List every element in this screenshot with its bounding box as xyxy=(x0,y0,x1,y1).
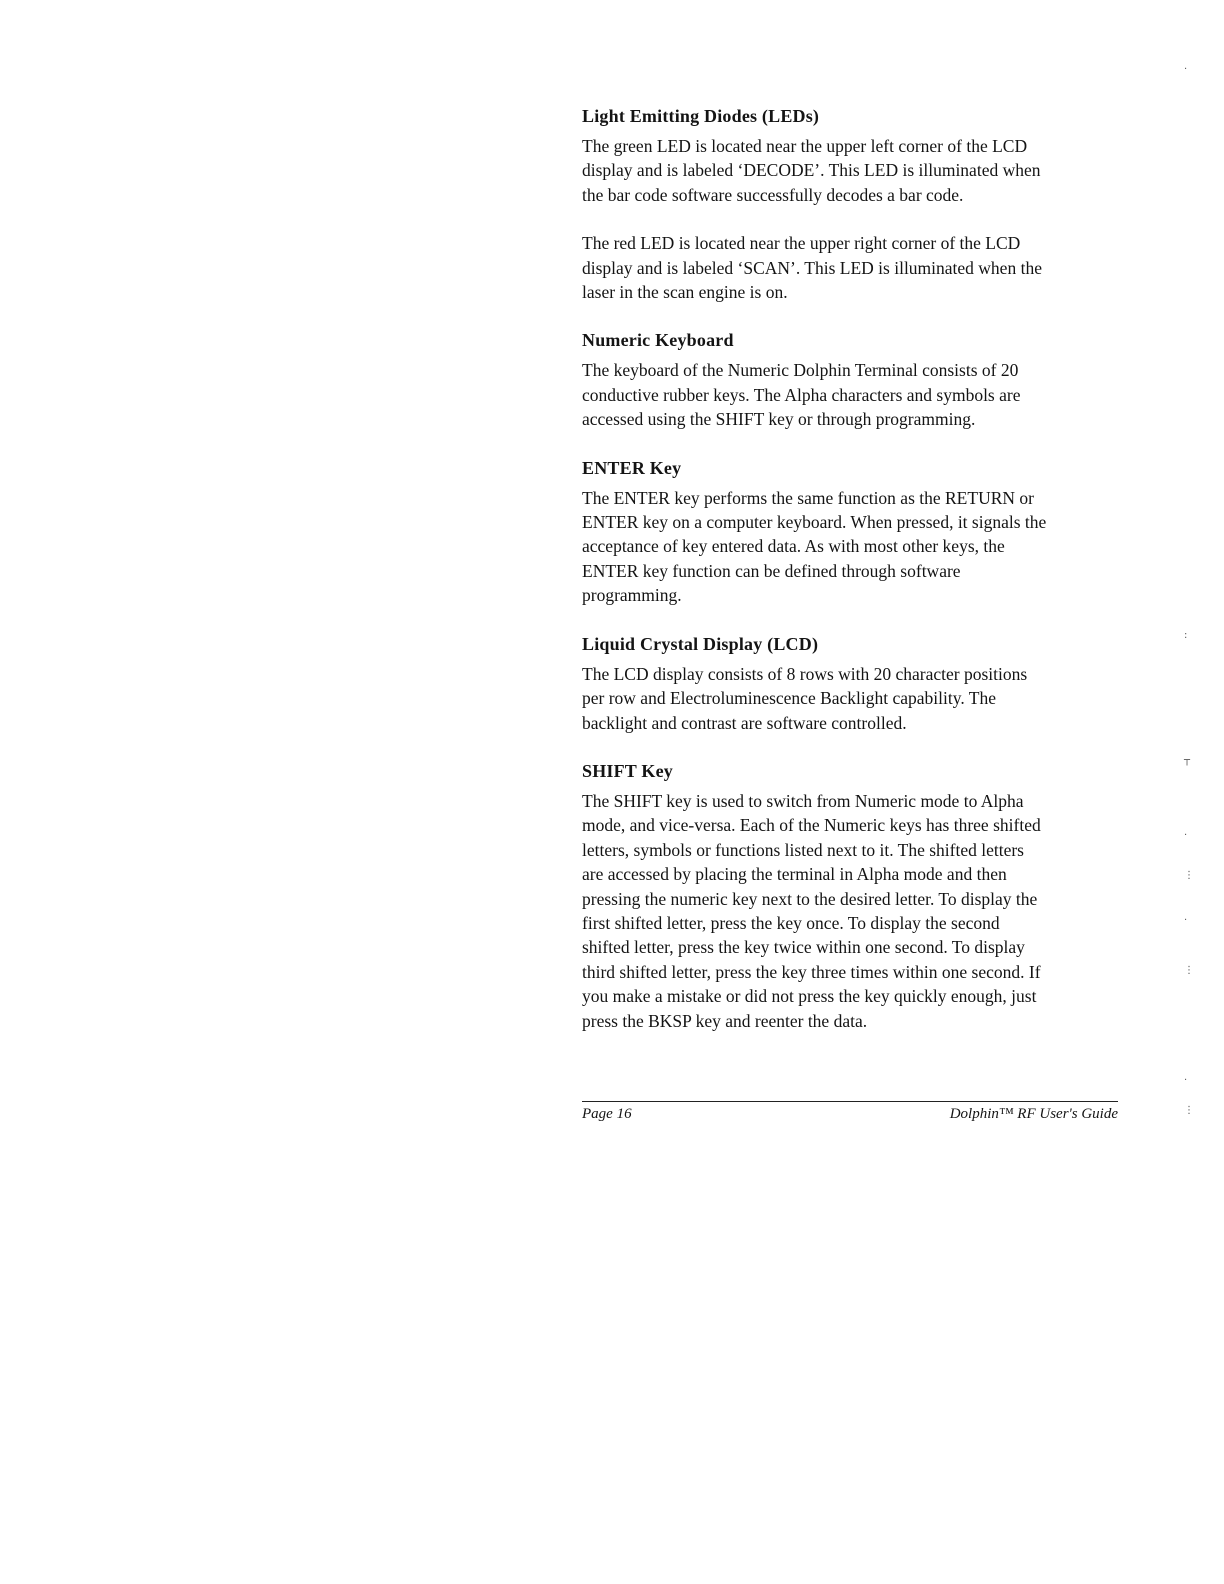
paragraph: The SHIFT key is used to switch from Numeric mode to Alpha mode, and vice-versa. Each of the Numeric keys has three shifted letters, symbols or functions listed next to it. The shifted letters are accessed by placing the terminal in Alpha mode and then pressing the numeric key next to the desired letter. To display the first shifted letter, press the key once. To display the second shifted letter, press the key twice within one second. To display third shifted letter, press the key three times within one second. If you make a mistake or did not press the key quickly enough, just press the BKSP key and reenter the data. xyxy=(582,790,1041,1031)
section-heading: ENTER Key xyxy=(582,457,682,478)
scan-speck: ⋮ xyxy=(1184,965,1194,976)
section-heading: Numeric Keyboard xyxy=(582,330,734,351)
paragraph: The green LED is located near the upper left corner of the LCD display and is labeled ‘DECODE’. This LED is illuminated when the bar code software successfully decodes a bar code. xyxy=(582,136,1041,205)
scan-speck: ┬ xyxy=(1184,755,1191,766)
scan-speck: ⋮ xyxy=(1184,870,1194,881)
paragraph: The red LED is located near the upper right corner of the LCD display and is labeled ‘SCAN’. This LED is illuminated when the laser in the scan engine is on. xyxy=(582,233,1042,303)
section-numeric-keyboard xyxy=(582,328,1122,431)
section-lcd xyxy=(582,632,1122,735)
section-heading: Light Emitting Diodes (LEDs) xyxy=(582,106,820,126)
scan-speck: : xyxy=(1184,630,1188,641)
main-content xyxy=(582,104,1122,1033)
section-leds xyxy=(582,104,1122,304)
scan-specks xyxy=(1176,60,1206,1180)
paragraph: The keyboard of the Numeric Dolphin Terminal consists of 20 conductive rubber keys. The Alpha characters and symbols are accessed using the SHIFT key or through programming. xyxy=(582,360,1021,430)
section-shift-key xyxy=(582,759,1122,1033)
section-heading: Liquid Crystal Display (LCD) xyxy=(582,633,819,654)
guide-title: Dolphin™ RF User's Guide xyxy=(949,1106,1118,1122)
section-heading: SHIFT Key xyxy=(582,760,673,781)
scan-speck: · xyxy=(1184,830,1188,841)
section-enter-key xyxy=(582,456,1122,608)
scan-speck: · xyxy=(1184,915,1188,926)
paragraph: The LCD display consists of 8 rows with 20 character positions per row and Electroluminescence Backlight capability. The backlight and contrast are software controlled. xyxy=(582,663,1028,733)
scan-speck: · xyxy=(1184,64,1188,75)
scan-speck: · xyxy=(1184,1075,1188,1086)
scan-speck: ⋮ xyxy=(1184,1105,1194,1116)
page-footer xyxy=(582,1101,1118,1123)
page-number: Page 16 xyxy=(582,1106,632,1122)
paragraph: The ENTER key performs the same function as the RETURN or ENTER key on a computer keyboard. When pressed, it signals the acceptance of key entered data. As with most other keys, the ENTER key function can be defined through software programming. xyxy=(582,487,1047,606)
